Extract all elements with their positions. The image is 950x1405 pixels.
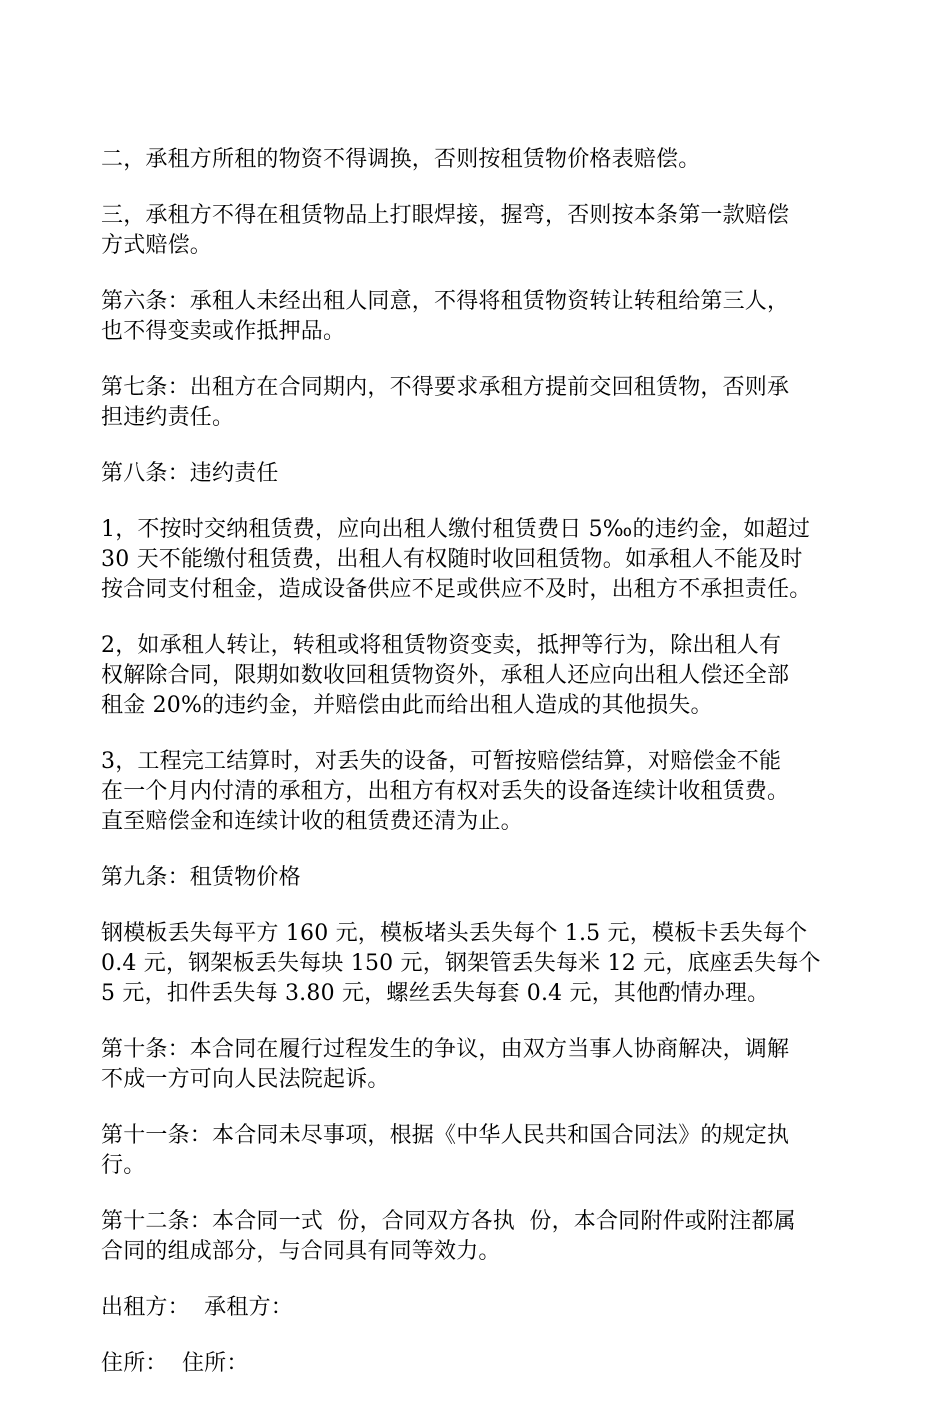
paragraph-line: 在一个月内付清的承租方，出租方有权对丢失的设备连续计收租赁费。 — [101, 779, 790, 804]
paragraph — [101, 919, 853, 1009]
paragraph-line: 行。 — [101, 1153, 146, 1178]
paragraph-line: 也不得变卖或作抵押品。 — [101, 319, 346, 344]
paragraph — [101, 1121, 853, 1181]
paragraph — [101, 1207, 853, 1267]
paragraph-line: 按合同支付租金，造成设备供应不足或供应不及时，出租方不承担责任。 — [101, 577, 812, 602]
paragraph — [101, 1035, 853, 1095]
paragraph-line: 二，承租方所租的物资不得调换，否则按租赁物价格表赔偿。 — [101, 147, 701, 172]
paragraph-line: 第十条：本合同在履行过程发生的争议，由双方当事人协商解决，调解 — [101, 1037, 790, 1062]
paragraph-line: 5 元，扣件丢失每 3.80 元，螺丝丢失每套 0.4 元，其他酌情办理。 — [101, 981, 770, 1006]
paragraph-line: 第八条：违约责任 — [101, 461, 279, 486]
paragraph — [101, 373, 853, 433]
paragraph-line: 租金 20%的违约金，并赔偿由此而给出租人造成的其他损失。 — [101, 693, 713, 718]
paragraph-line: 钢模板丢失每平方 160 元，模板堵头丢失每个 1.5 元，模板卡丢失每个 — [101, 921, 808, 946]
paragraph-line: 第六条：承租人未经出租人同意，不得将租赁物资转让转租给第三人， — [101, 289, 790, 314]
paragraph-line: 权解除合同，限期如数收回租赁物资外，承租人还应向出租人偿还全部 — [101, 663, 790, 688]
paragraph — [101, 747, 853, 837]
paragraph-line: 第十一条：本合同未尽事项，根据《中华人民共和国合同法》的规定执 — [101, 1123, 790, 1148]
paragraph-line: 不成一方可向人民法院起诉。 — [101, 1067, 390, 1092]
paragraph — [101, 515, 853, 605]
paragraph — [101, 287, 853, 347]
paragraph-line: 三，承租方不得在租赁物品上打眼焊接，握弯，否则按本条第一款赔偿 — [101, 203, 790, 228]
paragraph-line: 出租方： 承租方： — [101, 1295, 293, 1320]
document-body — [101, 145, 853, 1405]
paragraph-line: 合同的组成部分，与合同具有同等效力。 — [101, 1239, 501, 1264]
paragraph-line: 2，如承租人转让，转租或将租赁物资变卖，抵押等行为，除出租人有 — [101, 633, 782, 658]
paragraph-line: 第九条：租赁物价格 — [101, 865, 301, 890]
paragraph-line: 住所： 住所： — [101, 1351, 249, 1376]
paragraph-line: 3，工程完工结算时，对丢失的设备，可暂按赔偿结算，对赔偿金不能 — [101, 749, 782, 774]
paragraph-line: 0.4 元，钢架板丢失每块 150 元，钢架管丢失每米 12 元，底座丢失每个 — [101, 951, 821, 976]
paragraph — [101, 863, 853, 893]
paragraph — [101, 145, 853, 175]
paragraph — [101, 459, 853, 489]
paragraph-line: 方式赔偿。 — [101, 233, 213, 258]
paragraph-line: 30 天不能缴付租赁费，出租人有权随时收回租赁物。如承租人不能及时 — [101, 547, 803, 572]
paragraph — [101, 1293, 853, 1323]
paragraph-line: 直至赔偿金和连续计收的租赁费还清为止。 — [101, 809, 523, 834]
paragraph-line: 第十二条：本合同一式 份，合同双方各执 份，本合同附件或附注都属 — [101, 1209, 796, 1234]
paragraph-line: 第七条：出租方在合同期内，不得要求承租方提前交回租赁物，否则承 — [101, 375, 790, 400]
paragraph — [101, 201, 853, 261]
paragraph — [101, 1349, 853, 1379]
paragraph-line: 1，不按时交纳租赁费，应向出租人缴付租赁费日 5‰的违约金，如超过 — [101, 517, 811, 542]
paragraph-line: 担违约责任。 — [101, 405, 235, 430]
paragraph — [101, 631, 853, 721]
